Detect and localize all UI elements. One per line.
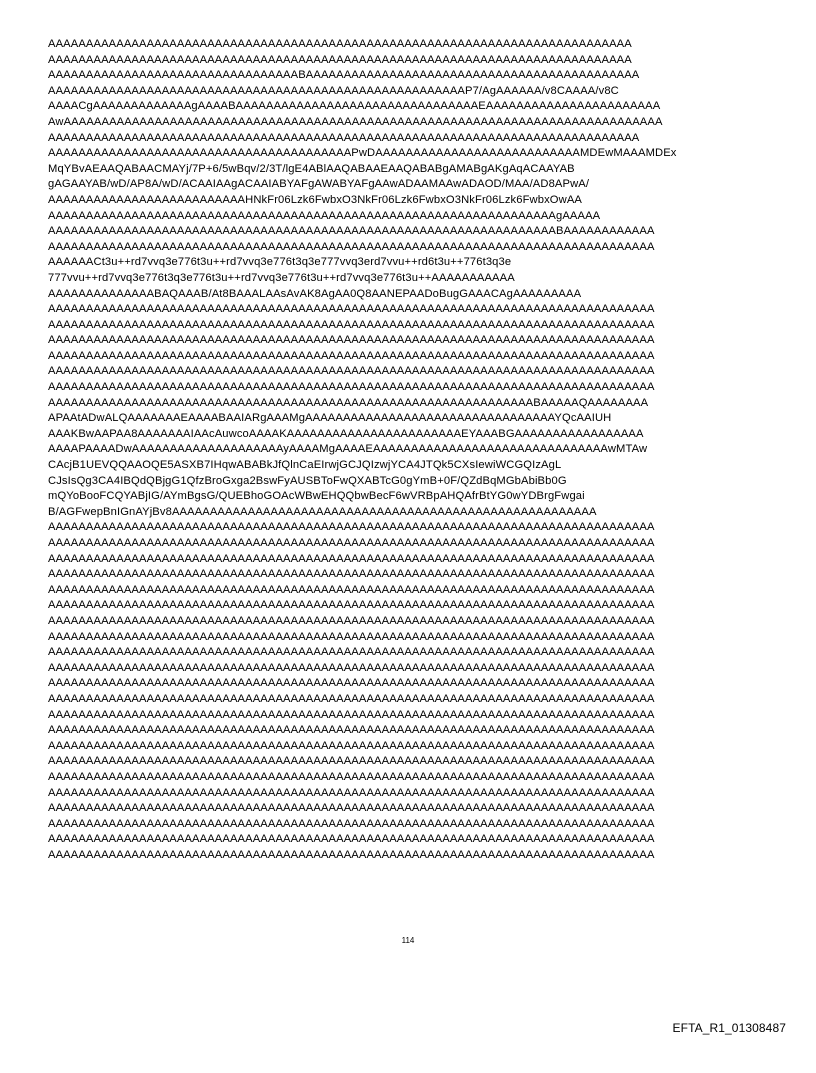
text-line: AAAAAAAAAAAAAAAAAAAAAAAAAAHNkFr06Lzk6FwbxO3NkFr06Lzk6FwbxO3NkFr06Lzk6FwbxOwAA	[48, 193, 582, 206]
text-line: CJsIsQg3CA4IBQdQBjgG1QfzBroGxga2BswFyAUSBToFwQXABTcG0gYmB+0F/QZdBqMGbAbiBb0G	[48, 474, 567, 487]
text-line: AAAAAAAAAAAAAAAAAAAAAAAAAAAAAAAAAAAAAAAAAAAAAAAAAAAAAAAAAAAAAAAAAAAAAAAAAAAAAA	[48, 131, 640, 144]
text-line: AAAAAAAAAAAAAAAAAAAAAAAAAAAAAAAAAAAAAAAAAAAAAAAAAAAAAAAAAAAAAAAAAAAAAAAAAAAAAAAA	[48, 303, 655, 316]
encoded-text-block	[48, 37, 738, 895]
text-line: AAAAAAAAAAAAAAAAAAAAAAAAAAAAAAAAAAAAAAAAAAAAAAAAAAAAAAAAAAAAAAAAAAAAAAAAAAAAAAAA	[48, 240, 655, 253]
text-line: mQYoBooFCQYABjIG/AYmBgsG/QUEBhoGOAcWBwEHQQbwBecF6wVRBpAHQAfrBtYG0wYDBrgFwgai	[48, 490, 585, 503]
text-line: AAAAAAAAAAAAAAAAAAAAAAAAAAAAAAAAAAAAAAAAAAAAAAAAAAAAAAAAAAAAAAAAAAAAAAAAAAAAAAAA	[48, 552, 655, 565]
text-line: AAAAAAAAAAAAAAAAAAAAAAAAAAAAAAAAAAAAAAAAAAAAAAAAAAAAAAAAAAAAAAAAAAAAAAAAAAAAAAAA	[48, 365, 655, 378]
text-line: AAAAAAAAAAAAAAAAAAAAAAAAAAAAAAAAAAAAAAAAAAAAAAAAAAAAAAAAAAAAAAAAAAABAAAAAAAAAAAA	[48, 225, 655, 238]
text-line: AAAAAAAAAAAAAAAAAAAAAAAAAAAAAAAAAAAAAAAAAAAAAAAAAAAAAAAAAAAAAAAAAAAAAAAAAAAAAAAA	[48, 786, 655, 799]
text-line: AAAAPAAAADwAAAAAAAAAAAAAAAAAAAAyAAAAMgAAAAEAAAAAAAAAAAAAAAAAAAAAAAAAAAAAAAwMTAw	[48, 443, 648, 456]
text-line: AAAAAAAAAAAAAAAAAAAAAAAAAAAAAAAAAAAAAAAAAAAAAAAAAAAAAAAAAAAAAAAAAAAAAAAAAAAAAAAA	[48, 833, 655, 846]
text-line: AAAAAAAAAAAAAAAAAAAAAAAAAAAAAAAAAAAAAAAAAAAAAAAAAAAAAAAAAAAAAAAAAAAAAAAAAAAAAAAA	[48, 817, 655, 830]
text-line: AAAAAAAAAAAAAAAAAAAAAAAAAAAAAAAAAAAAAAAAAAAAAAAAAAAAAAAAAAAAAAAAAAAAAAAAAAAAAAAA	[48, 599, 655, 612]
text-line: gAGAAYAB/wD/AP8A/wD/ACAAIAAgACAAIABYAFgAWABYAFgAAwADAAMAAwADAOD/MAA/AD8APwA/	[48, 178, 590, 191]
text-line: AAAAAAAAAAAAAAAAAAAAAAAAAAAAAAAAAAAAAAAAAAAAAAAAAAAAAAAAAAAAAAAAAAAAAAAAAAAAAAAA	[48, 318, 655, 331]
text-line: AAAAAAAAAAAAAAAAAAAAAAAAAAAAAAAAAAAAAAAAAAAAAAAAAAAAAAAAAAAAAAAAAAAAAAAAAAAAAAAA	[48, 349, 655, 362]
text-line: AAAAAAAAAAAAAAAAAAAAAAAAAAAAAAAAABAAAAAAAAAAAAAAAAAAAAAAAAAAAAAAAAAAAAAAAAAAAA	[48, 69, 640, 82]
text-line: AAAAAAAAAAAAAAAAAAAAAAAAAAAAAAAAAAAAAAAAAAAAAAAAAAAAAAAAAAAAAAAAAAAAAAAAAAAAAAAA	[48, 661, 655, 674]
text-line: AAAAAAAAAAAAAAAAAAAAAAAAAAAAAAAAAAAAAAAAPwDAAAAAAAAAAAAAAAAAAAAAAAAAAAMDEwMAAAMDEx	[48, 147, 677, 160]
text-line: B/AGFwepBnIGnAYjBv8AAAAAAAAAAAAAAAAAAAAAAAAAAAAAAAAAAAAAAAAAAAAAAAAAAAAAAAA	[48, 505, 597, 518]
text-line: AAAAAACt3u++rd7vvq3e776t3u++rd7vvq3e776t3q3e777vvq3erd7vvu++rd6t3u++776t3q3e	[48, 256, 512, 269]
text-line: AAAAAAAAAAAAAAAAAAAAAAAAAAAAAAAAAAAAAAAAAAAAAAAAAAAAAAAAAAAAAAAAAAAAAAAAAAAAAAAA	[48, 692, 655, 705]
text-line	[48, 879, 738, 895]
page-number: 114	[401, 936, 415, 945]
text-line: AAAAAAAAAAAAAABAQAAAB/At8BAAALAAsAvAK8AgAA0Q8AANEPAADoBugGAAACAgAAAAAAAAA	[48, 287, 582, 300]
text-line: AAAAAAAAAAAAAAAAAAAAAAAAAAAAAAAAAAAAAAAAAAAAAAAAAAAAAAAAAAAAAAAAAAAAAAAAAAAAAAAA	[48, 708, 655, 721]
text-line: AAAAAAAAAAAAAAAAAAAAAAAAAAAAAAAAAAAAAAAAAAAAAAAAAAAAAAAAAAAAAAAABAAAAAQAAAAAAAA	[48, 396, 649, 409]
text-line: MqYBvAEAAQABAACMAYj/7P+6/5wBqv/2/3T/lgE4ABlAAQABAAEAAQABABgAMABgAKgAqACAAYAB	[48, 162, 575, 175]
text-line: AAAAAAAAAAAAAAAAAAAAAAAAAAAAAAAAAAAAAAAAAAAAAAAAAAAAAAAAAAAAAAAAAAAAAAAAAAAAA	[48, 38, 632, 50]
text-line: AAAAAAAAAAAAAAAAAAAAAAAAAAAAAAAAAAAAAAAAAAAAAAAAAAAAAAAAAAAAAAAAAAAAAAAAAAAAAAAA	[48, 568, 655, 581]
text-line: CAcjB1UEVQQAAOQE5ASXB7IHqwABABkJfQlnCaEIrwjGCJQIzwjYCA4JTQk5CXsIewiWCGQIzAgL	[48, 459, 562, 472]
text-line: AAAAAAAAAAAAAAAAAAAAAAAAAAAAAAAAAAAAAAAAAAAAAAAAAAAAAAAAAAAAAAAAAAAAAAAAAAAAAAAA	[48, 630, 655, 643]
text-line: AAAAAAAAAAAAAAAAAAAAAAAAAAAAAAAAAAAAAAAAAAAAAAAAAAAAAAAAAAAAAAAAAAAAAAAAAAAAAAAA	[48, 521, 655, 534]
text-line: AAAAAAAAAAAAAAAAAAAAAAAAAAAAAAAAAAAAAAAAAAAAAAAAAAAAAAAAAAAAAAAAAAAAAAAAAAAAAAAA	[48, 614, 655, 627]
text-line: AAAAAAAAAAAAAAAAAAAAAAAAAAAAAAAAAAAAAAAAAAAAAAAAAAAAAAAAAAAAAAAAAAAAAAAAAAAAAAAA	[48, 755, 655, 768]
text-line: AAAAAAAAAAAAAAAAAAAAAAAAAAAAAAAAAAAAAAAAAAAAAAAAAAAAAAAAAAAAAAAAAAAgAAAAA	[48, 209, 601, 222]
text-line: AAAAAAAAAAAAAAAAAAAAAAAAAAAAAAAAAAAAAAAAAAAAAAAAAAAAAAAAAAAAAAAAAAAAAAAAAAAAAAAA	[48, 724, 655, 737]
text-line: AAAAAAAAAAAAAAAAAAAAAAAAAAAAAAAAAAAAAAAAAAAAAAAAAAAAAAAAAAAAAAAAAAAAAAAAAAAAAAAA	[48, 646, 655, 659]
text-line: AAAAAAAAAAAAAAAAAAAAAAAAAAAAAAAAAAAAAAAAAAAAAAAAAAAAAAAAAAAAAAAAAAAAAAAAAAAAAAAA	[48, 537, 655, 549]
text-line: AAAAAAAAAAAAAAAAAAAAAAAAAAAAAAAAAAAAAAAAAAAAAAAAAAAAAAAAAAAAAAAAAAAAAAAAAAAAAAAA	[48, 677, 655, 690]
text-line: AwAAAAAAAAAAAAAAAAAAAAAAAAAAAAAAAAAAAAAAAAAAAAAAAAAAAAAAAAAAAAAAAAAAAAAAAAAAAAAAA	[48, 115, 663, 128]
bates-number: EFTA_R1_01308487	[672, 1021, 786, 1035]
text-line: AAAKBwAAPAA8AAAAAAAIAAcAuwcoAAAAKAAAAAAAAAAAAAAAAAAAAAAAEYAAABGAAAAAAAAAAAAAAAAA	[48, 427, 644, 440]
text-line: AAAAAAAAAAAAAAAAAAAAAAAAAAAAAAAAAAAAAAAAAAAAAAAAAAAAAAAAAAAAAAAAAAAAAAAAAAAAA	[48, 53, 632, 66]
text-line: AAAAAAAAAAAAAAAAAAAAAAAAAAAAAAAAAAAAAAAAAAAAAAAAAAAAAAAAAAAAAAAAAAAAAAAAAAAAAAAA	[48, 802, 655, 815]
text-line: AAAAAAAAAAAAAAAAAAAAAAAAAAAAAAAAAAAAAAAAAAAAAAAAAAAAAAAAAAAAAAAAAAAAAAAAAAAAAAAA	[48, 381, 655, 394]
text-line: APAAtADwALQAAAAAAAEAAAABAAIARgAAAMgAAAAAAAAAAAAAAAAAAAAAAAAAAAAAAAAAYQcAAIUH	[48, 412, 612, 425]
text-line	[48, 863, 738, 879]
text-line: AAAAAAAAAAAAAAAAAAAAAAAAAAAAAAAAAAAAAAAAAAAAAAAAAAAAAAAAAAAAAAAAAAAAAAAAAAAAAAAA	[48, 334, 655, 347]
text-line: AAAAAAAAAAAAAAAAAAAAAAAAAAAAAAAAAAAAAAAAAAAAAAAAAAAAAAAAAAAAAAAAAAAAAAAAAAAAAAAA	[48, 739, 655, 752]
text-line: AAAAAAAAAAAAAAAAAAAAAAAAAAAAAAAAAAAAAAAAAAAAAAAAAAAAAAAP7/AgAAAAAA/v8CAAAA/v8C	[48, 84, 619, 97]
text-line: AAAAAAAAAAAAAAAAAAAAAAAAAAAAAAAAAAAAAAAAAAAAAAAAAAAAAAAAAAAAAAAAAAAAAAAAAAAAAAAA	[48, 770, 655, 783]
text-line: AAAACgAAAAAAAAAAAAAgAAAABAAAAAAAAAAAAAAAAAAAAAAAAAAAAAAAAEAAAAAAAAAAAAAAAAAAAAAAA	[48, 100, 661, 113]
text-line: AAAAAAAAAAAAAAAAAAAAAAAAAAAAAAAAAAAAAAAAAAAAAAAAAAAAAAAAAAAAAAAAAAAAAAAAAAAAAAAA	[48, 583, 655, 596]
text-line: 777vvu++rd7vvq3e776t3q3e776t3u++rd7vvq3e776t3u++rd7vvq3e776t3u++AAAAAAAAAAA	[48, 271, 515, 284]
text-line: AAAAAAAAAAAAAAAAAAAAAAAAAAAAAAAAAAAAAAAAAAAAAAAAAAAAAAAAAAAAAAAAAAAAAAAAAAAAAAAA	[48, 848, 655, 861]
